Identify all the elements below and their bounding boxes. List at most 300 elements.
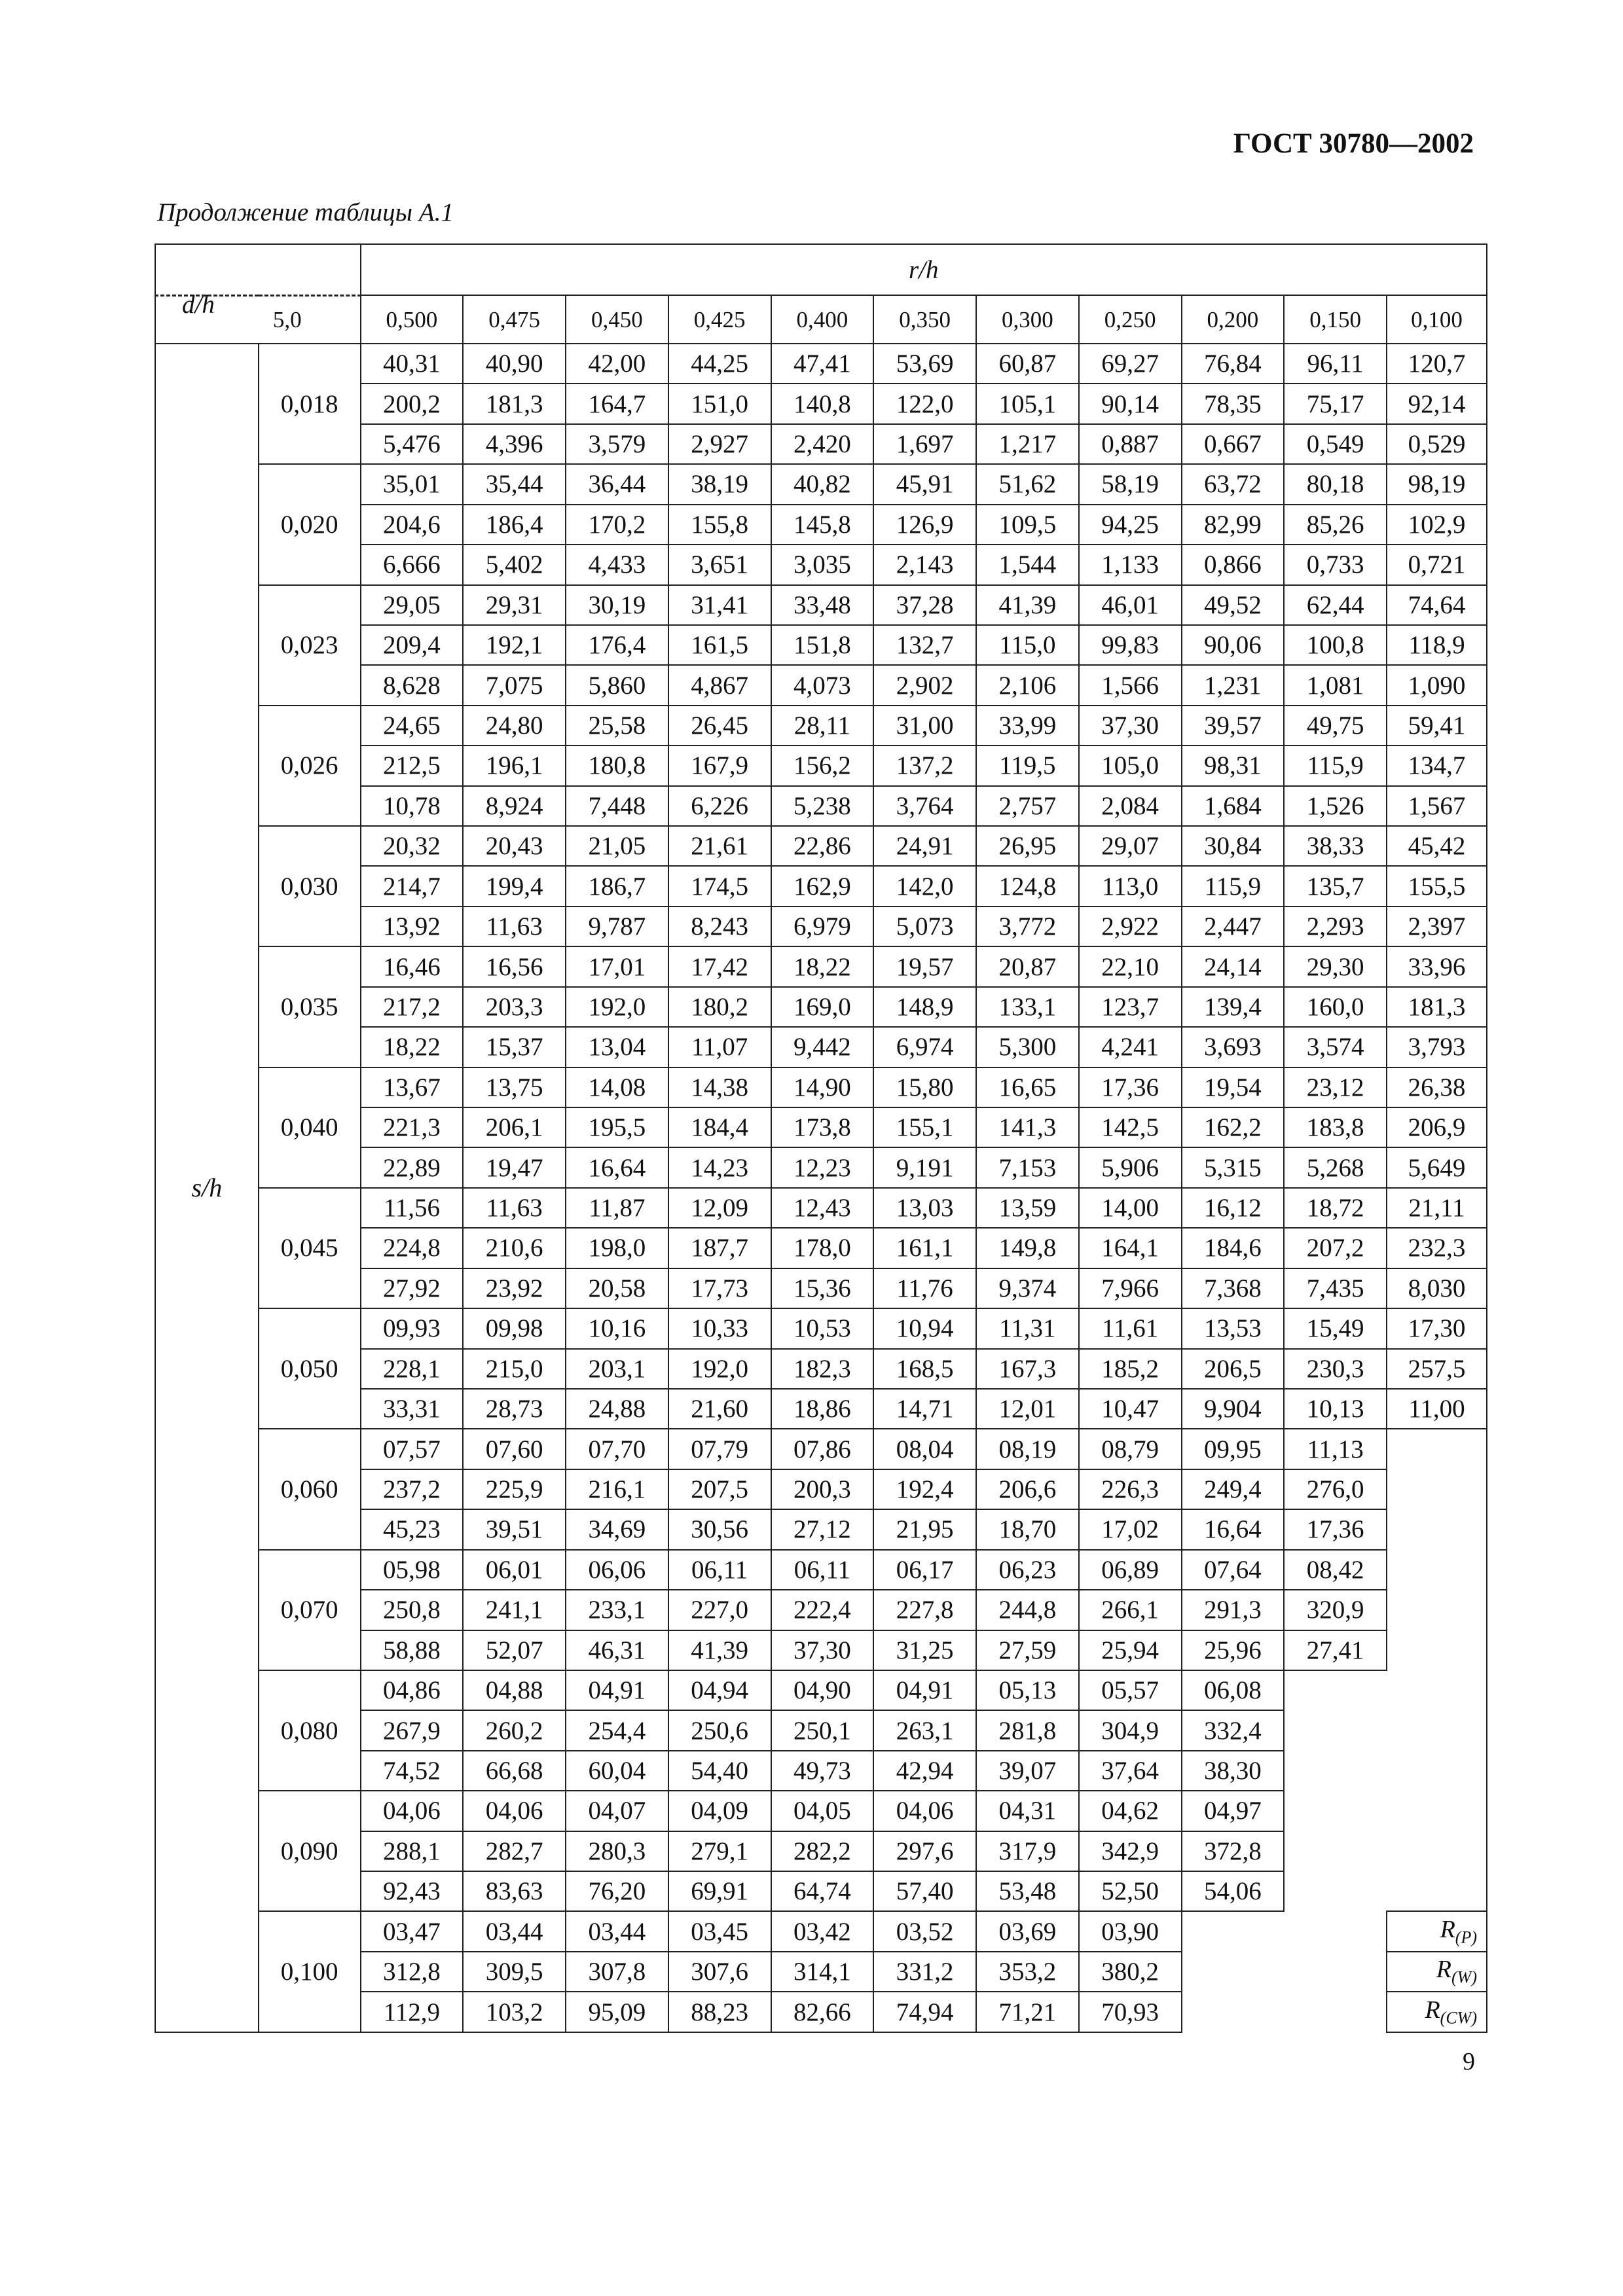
table-cell: 2,927 [668, 424, 771, 464]
table-cell: 186,7 [566, 866, 668, 906]
table-cell: 16,46 [361, 946, 464, 986]
table-cell: 24,14 [1182, 946, 1285, 986]
table-cell: 60,87 [976, 344, 1079, 384]
table-cell: 53,48 [976, 1871, 1079, 1911]
table-cell: 12,09 [668, 1188, 771, 1228]
table-cell: 120,7 [1387, 344, 1487, 384]
table-cell: 06,23 [976, 1550, 1079, 1590]
table-cell: 03,47 [361, 1911, 464, 1951]
table-cell: 266,1 [1079, 1590, 1182, 1630]
table-cell: 250,8 [361, 1590, 464, 1630]
table-cell: 31,25 [873, 1630, 976, 1670]
rh-header: r/h [361, 244, 1487, 295]
table-cell: 20,32 [361, 826, 464, 866]
table-cell: 21,11 [1387, 1188, 1487, 1228]
table-cell: 142,0 [873, 866, 976, 906]
r-column-header: 0,300 [976, 295, 1079, 344]
table-cell: 4,396 [463, 424, 566, 464]
table-cell: 34,69 [566, 1509, 668, 1549]
table-cell: 8,030 [1387, 1268, 1487, 1308]
table-cell: 178,0 [771, 1228, 874, 1268]
table-cell: 3,035 [771, 545, 874, 584]
r-column-header: 0,100 [1387, 295, 1487, 344]
table-cell: 7,966 [1079, 1268, 1182, 1308]
table-cell: 281,8 [976, 1710, 1079, 1750]
table-cell: 10,16 [566, 1308, 668, 1348]
table-cell: 4,433 [566, 545, 668, 584]
empty-cell [1284, 1710, 1487, 1750]
table-cell: 92,14 [1387, 384, 1487, 423]
table-cell: 187,7 [668, 1228, 771, 1268]
table-cell: 237,2 [361, 1469, 464, 1509]
table-cell: 12,23 [771, 1147, 874, 1187]
table-row [155, 1670, 1487, 1710]
table-cell: 25,96 [1182, 1630, 1285, 1670]
table-cell: 14,71 [873, 1389, 976, 1429]
table-cell: 03,42 [771, 1911, 874, 1951]
table-cell: 24,80 [463, 706, 566, 745]
r-column-header: 0,250 [1079, 295, 1182, 344]
table-cell: 13,67 [361, 1067, 464, 1107]
table-cell: 20,58 [566, 1268, 668, 1308]
table-cell: 0,721 [1387, 545, 1487, 584]
table-cell: 192,1 [463, 625, 566, 665]
table-cell: 24,88 [566, 1389, 668, 1429]
table-cell: 21,95 [873, 1509, 976, 1549]
table-cell: 9,191 [873, 1147, 976, 1187]
table-cell: 3,764 [873, 786, 976, 826]
table-cell: 206,5 [1182, 1349, 1285, 1389]
table-cell: 2,902 [873, 665, 976, 705]
table-cell: 94,25 [1079, 505, 1182, 545]
table-cell: 156,2 [771, 745, 874, 785]
table-cell: 17,30 [1387, 1308, 1487, 1348]
s-value-cell: 0,030 [259, 826, 361, 946]
table-cell: 115,0 [976, 625, 1079, 665]
table-cell: 164,7 [566, 384, 668, 423]
table-cell: 140,8 [771, 384, 874, 423]
table-cell: 123,7 [1079, 987, 1182, 1027]
table-cell: 307,8 [566, 1952, 668, 1992]
table-cell: 4,867 [668, 665, 771, 705]
table-cell: 297,6 [873, 1831, 976, 1871]
table-cell: 203,3 [463, 987, 566, 1027]
table-cell: 14,08 [566, 1067, 668, 1107]
table-cell: 40,90 [463, 344, 566, 384]
s-value-cell: 0,080 [259, 1670, 361, 1791]
table-cell: 250,6 [668, 1710, 771, 1750]
table-cell: 260,2 [463, 1710, 566, 1750]
table-cell: 46,31 [566, 1630, 668, 1670]
s-value-cell: 0,090 [259, 1791, 361, 1911]
table-cell: 105,0 [1079, 745, 1182, 785]
table-cell: 186,4 [463, 505, 566, 545]
table-cell: 3,574 [1284, 1027, 1387, 1067]
table-cell: 169,0 [771, 987, 874, 1027]
table-cell: 74,94 [873, 1992, 976, 2032]
table-cell: 184,6 [1182, 1228, 1285, 1268]
row-label: $R_{(CW)}$ [1425, 1996, 1477, 2028]
table-cell: 15,37 [463, 1027, 566, 1067]
table-cell: 46,01 [1079, 585, 1182, 625]
table-cell: 102,9 [1387, 505, 1487, 545]
table-cell: 2,293 [1284, 906, 1387, 946]
table-cell: 95,09 [566, 1992, 668, 2032]
table-cell: 20,43 [463, 826, 566, 866]
table-cell: 135,7 [1284, 866, 1387, 906]
table-cell: 37,30 [1079, 706, 1182, 745]
table-cell: 15,36 [771, 1268, 874, 1308]
table-row [155, 826, 1487, 866]
table-cell: 304,9 [1079, 1710, 1182, 1750]
table-cell: 07,70 [566, 1429, 668, 1469]
table-cell: 29,30 [1284, 946, 1387, 986]
data-table-wrapper [155, 243, 1487, 2033]
table-cell: 0,733 [1284, 545, 1387, 584]
dh-label: d/h [182, 291, 215, 319]
table-cell: 307,6 [668, 1952, 771, 1992]
table-cell: 11,61 [1079, 1308, 1182, 1348]
table-cell: 132,7 [873, 625, 976, 665]
table-cell: 0,667 [1182, 424, 1285, 464]
table-cell: 288,1 [361, 1831, 464, 1871]
table-cell: 198,0 [566, 1228, 668, 1268]
table-cell: 192,0 [566, 987, 668, 1027]
table-cell: 06,11 [771, 1550, 874, 1590]
table-cell: 320,9 [1284, 1590, 1387, 1630]
table-cell: 29,05 [361, 585, 464, 625]
table-cell: 199,4 [463, 866, 566, 906]
table-row [155, 344, 1487, 384]
page-number: 9 [1463, 2048, 1475, 2075]
table-cell: 35,01 [361, 464, 464, 504]
table-cell: 182,3 [771, 1349, 874, 1389]
table-cell: 149,8 [976, 1228, 1079, 1268]
table-cell: 180,2 [668, 987, 771, 1027]
table-cell: 2,143 [873, 545, 976, 584]
r-column-header: 0,200 [1182, 295, 1285, 344]
table-cell: 332,4 [1182, 1710, 1285, 1750]
table-cell: 03,45 [668, 1911, 771, 1951]
table-cell: 1,544 [976, 545, 1079, 584]
table-cell: 203,1 [566, 1349, 668, 1389]
table-cell: 1,697 [873, 424, 976, 464]
table-cell: 176,4 [566, 625, 668, 665]
table-cell: 353,2 [976, 1952, 1079, 1992]
table-cell: 113,0 [1079, 866, 1182, 906]
table-cell: 8,628 [361, 665, 464, 705]
table-cell: 0,549 [1284, 424, 1387, 464]
table-cell: 38,30 [1182, 1751, 1285, 1791]
table-cell: 09,95 [1182, 1429, 1285, 1469]
empty-cell [1182, 1952, 1387, 1992]
table-cell: 227,0 [668, 1590, 771, 1630]
table-cell: 17,42 [668, 946, 771, 986]
table-cell: 0,887 [1079, 424, 1182, 464]
table-cell: 126,9 [873, 505, 976, 545]
table-cell: 30,19 [566, 585, 668, 625]
table-cell: 0,866 [1182, 545, 1285, 584]
table-cell: 11,07 [668, 1027, 771, 1067]
table-cell: 28,73 [463, 1389, 566, 1429]
table-cell: 342,9 [1079, 1831, 1182, 1871]
table-cell: 13,53 [1182, 1308, 1285, 1348]
table-cell: 139,4 [1182, 987, 1285, 1027]
table-cell: 16,56 [463, 946, 566, 986]
table-cell: 04,05 [771, 1791, 874, 1831]
s-value-cell: 0,018 [259, 344, 361, 464]
table-cell: 267,9 [361, 1710, 464, 1750]
table-cell: 27,92 [361, 1268, 464, 1308]
table-cell: 3,579 [566, 424, 668, 464]
table-cell: 161,5 [668, 625, 771, 665]
table-cell: 200,2 [361, 384, 464, 423]
table-cell: 162,9 [771, 866, 874, 906]
table-cell: 263,1 [873, 1710, 976, 1750]
table-cell: 206,6 [976, 1469, 1079, 1509]
table-cell: 07,64 [1182, 1550, 1285, 1590]
table-cell: 40,82 [771, 464, 874, 504]
s-value-cell: 0,040 [259, 1067, 361, 1188]
table-cell: 06,06 [566, 1550, 668, 1590]
table-cell: 18,72 [1284, 1188, 1387, 1228]
table-cell: 82,99 [1182, 505, 1285, 545]
table-cell: 17,01 [566, 946, 668, 986]
table-cell: 36,44 [566, 464, 668, 504]
r-column-header: 0,475 [463, 295, 566, 344]
table-cell: 214,7 [361, 866, 464, 906]
table-cell: 222,4 [771, 1590, 874, 1630]
table-cell: 69,27 [1079, 344, 1182, 384]
r-column-header: 0,425 [668, 295, 771, 344]
empty-cell [1284, 1831, 1487, 1871]
table-cell: 155,8 [668, 505, 771, 545]
row-label: $R_{(W)}$ [1436, 1956, 1477, 1987]
table-cell: 37,28 [873, 585, 976, 625]
table-cell: 180,8 [566, 745, 668, 785]
table-cell: 167,9 [668, 745, 771, 785]
table-cell: 54,06 [1182, 1871, 1285, 1911]
table-cell: 20,87 [976, 946, 1079, 986]
table-cell: 39,07 [976, 1751, 1079, 1791]
table-cell: 1,567 [1387, 786, 1487, 826]
table-cell: 206,9 [1387, 1107, 1487, 1147]
table-cell: 151,0 [668, 384, 771, 423]
table-row [155, 1067, 1487, 1107]
table-cell: 62,44 [1284, 585, 1387, 625]
table-cell: 17,36 [1284, 1509, 1387, 1549]
table-cell: 26,45 [668, 706, 771, 745]
table-cell: 42,94 [873, 1751, 976, 1791]
table-cell: 08,04 [873, 1429, 976, 1469]
table-cell: 372,8 [1182, 1831, 1285, 1871]
table-cell: 04,07 [566, 1791, 668, 1831]
table-cell: 2,922 [1079, 906, 1182, 946]
table-cell: 45,23 [361, 1509, 464, 1549]
table-cell: 04,62 [1079, 1791, 1182, 1831]
table-cell: 06,11 [668, 1550, 771, 1590]
table-cell: 31,00 [873, 706, 976, 745]
table-cell: 105,1 [976, 384, 1079, 423]
s-value-cell: 0,060 [259, 1429, 361, 1549]
table-cell: 212,5 [361, 745, 464, 785]
r-column-header: 0,500 [361, 295, 464, 344]
table-cell: 1,231 [1182, 665, 1285, 705]
table-cell: 221,3 [361, 1107, 464, 1147]
table-cell: 2,447 [1182, 906, 1285, 946]
table-cell: 19,54 [1182, 1067, 1285, 1107]
table-cell: 228,1 [361, 1349, 464, 1389]
table-cell: 27,59 [976, 1630, 1079, 1670]
table-cell: 148,9 [873, 987, 976, 1027]
table-cell: 39,51 [463, 1509, 566, 1549]
table-cell: 109,5 [976, 505, 1079, 545]
table-cell: 4,241 [1079, 1027, 1182, 1067]
table-cell: 70,93 [1079, 1992, 1182, 2032]
table-cell: 44,25 [668, 344, 771, 384]
table-row [155, 946, 1487, 986]
table-cell: 92,43 [361, 1871, 464, 1911]
table-cell: 282,7 [463, 1831, 566, 1871]
table-cell: 185,2 [1079, 1349, 1182, 1389]
table-cell: 29,31 [463, 585, 566, 625]
table-cell: 76,20 [566, 1871, 668, 1911]
table-cell: 04,09 [668, 1791, 771, 1831]
table-cell: 115,9 [1182, 866, 1285, 906]
table-cell: 9,442 [771, 1027, 874, 1067]
table-cell: 5,300 [976, 1027, 1079, 1067]
table-cell: 13,92 [361, 906, 464, 946]
table-cell: 11,00 [1387, 1389, 1487, 1429]
table-cell: 66,68 [463, 1751, 566, 1791]
table-cell: 241,1 [463, 1590, 566, 1630]
table-cell: 24,65 [361, 706, 464, 745]
table-cell: 204,6 [361, 505, 464, 545]
table-cell: 100,8 [1284, 625, 1387, 665]
table-cell: 16,65 [976, 1067, 1079, 1107]
table-cell: 08,19 [976, 1429, 1079, 1469]
table-cell: 122,0 [873, 384, 976, 423]
row-label-cell [1387, 1952, 1487, 1992]
table-row [155, 1308, 1487, 1348]
table-cell: 2,757 [976, 786, 1079, 826]
table-cell: 162,2 [1182, 1107, 1285, 1147]
table-cell: 5,649 [1387, 1147, 1487, 1187]
table-cell: 49,52 [1182, 585, 1285, 625]
table-cell: 7,075 [463, 665, 566, 705]
table-cell: 59,41 [1387, 706, 1487, 745]
table-cell: 04,97 [1182, 1791, 1285, 1831]
table-cell: 52,50 [1079, 1871, 1182, 1911]
s-value-cell: 0,050 [259, 1308, 361, 1429]
table-cell: 42,00 [566, 344, 668, 384]
table-cell: 10,47 [1079, 1389, 1182, 1429]
table-cell: 280,3 [566, 1831, 668, 1871]
table-cell: 04,91 [873, 1670, 976, 1710]
table-cell: 14,00 [1079, 1188, 1182, 1228]
table-cell: 142,5 [1079, 1107, 1182, 1147]
table-cell: 118,9 [1387, 625, 1487, 665]
table-cell: 27,41 [1284, 1630, 1387, 1670]
table-cell: 10,94 [873, 1308, 976, 1348]
table-cell: 10,53 [771, 1308, 874, 1348]
table-cell: 6,979 [771, 906, 874, 946]
table-cell: 58,88 [361, 1630, 464, 1670]
table-cell: 03,69 [976, 1911, 1079, 1951]
empty-cell [1387, 1550, 1487, 1590]
table-cell: 7,153 [976, 1147, 1079, 1187]
table-cell: 10,33 [668, 1308, 771, 1348]
table-cell: 161,1 [873, 1228, 976, 1268]
table-cell: 7,435 [1284, 1268, 1387, 1308]
empty-cell [1387, 1509, 1487, 1549]
table-cell: 192,0 [668, 1349, 771, 1389]
table-cell: 13,04 [566, 1027, 668, 1067]
s-value-cell: 0,045 [259, 1188, 361, 1308]
empty-cell [1182, 1911, 1387, 1951]
table-cell: 09,93 [361, 1308, 464, 1348]
table-cell: 23,12 [1284, 1067, 1387, 1107]
table-cell: 35,44 [463, 464, 566, 504]
table-cell: 232,3 [1387, 1228, 1487, 1268]
empty-cell [1284, 1670, 1487, 1710]
table-cell: 174,5 [668, 866, 771, 906]
table-cell: 40,31 [361, 344, 464, 384]
table-cell: 22,10 [1079, 946, 1182, 986]
table-cell: 29,07 [1079, 826, 1182, 866]
table-cell: 119,5 [976, 745, 1079, 785]
table-cell: 07,60 [463, 1429, 566, 1469]
table-cell: 331,2 [873, 1952, 976, 1992]
table-cell: 03,44 [463, 1911, 566, 1951]
table-cell: 160,0 [1284, 987, 1387, 1027]
table-cell: 39,57 [1182, 706, 1285, 745]
table-cell: 33,31 [361, 1389, 464, 1429]
table-cell: 11,87 [566, 1188, 668, 1228]
table-cell: 5,402 [463, 545, 566, 584]
table-cell: 06,89 [1079, 1550, 1182, 1590]
r-column-header: 0,400 [771, 295, 874, 344]
table-cell: 1,090 [1387, 665, 1487, 705]
table-cell: 82,66 [771, 1992, 874, 2032]
table-cell: 52,07 [463, 1630, 566, 1670]
table-row [155, 585, 1487, 625]
table-cell: 27,12 [771, 1509, 874, 1549]
table-cell: 5,906 [1079, 1147, 1182, 1187]
table-cell: 45,42 [1387, 826, 1487, 866]
table-cell: 6,974 [873, 1027, 976, 1067]
table-cell: 64,74 [771, 1871, 874, 1911]
document-code: ГОСТ 30780—2002 [1233, 128, 1474, 159]
table-cell: 8,243 [668, 906, 771, 946]
table-cell: 1,217 [976, 424, 1079, 464]
table-cell: 216,1 [566, 1469, 668, 1509]
table-cell: 181,3 [463, 384, 566, 423]
table-cell: 12,43 [771, 1188, 874, 1228]
table-cell: 18,70 [976, 1509, 1079, 1549]
table-cell: 2,420 [771, 424, 874, 464]
s-value-cell: 0,020 [259, 464, 361, 584]
table-cell: 54,40 [668, 1751, 771, 1791]
table-cell: 192,4 [873, 1469, 976, 1509]
table-cell: 09,98 [463, 1308, 566, 1348]
table-cell: 115,9 [1284, 745, 1387, 785]
table-cell: 13,59 [976, 1188, 1079, 1228]
table-cell: 03,90 [1079, 1911, 1182, 1951]
table-cell: 49,73 [771, 1751, 874, 1791]
table-cell: 1,526 [1284, 786, 1387, 826]
table-cell: 57,40 [873, 1871, 976, 1911]
